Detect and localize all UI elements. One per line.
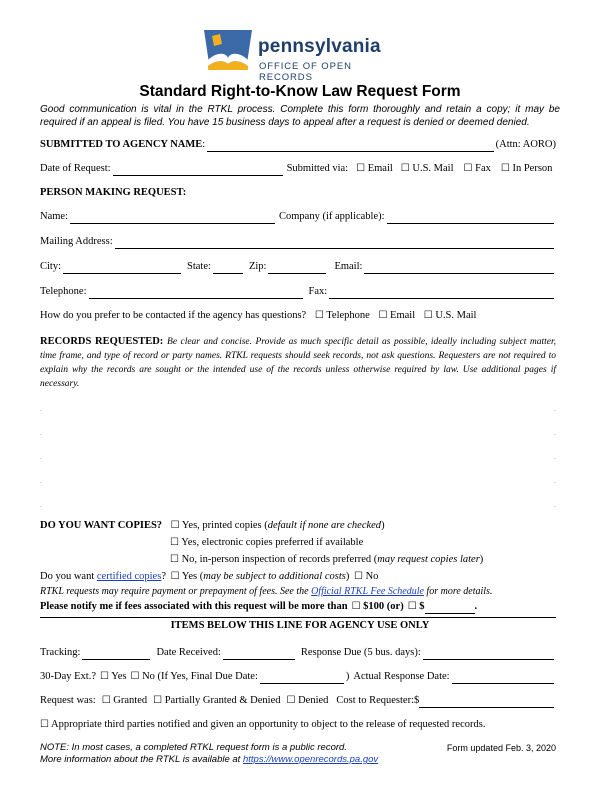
partially-granted-checkbox[interactable]: ☐ Partially Granted & Denied	[153, 695, 281, 706]
city-state-zip-row	[40, 260, 556, 274]
records-requested-heading: RECORDS REQUESTED:	[40, 336, 164, 347]
contact-mail-checkbox[interactable]: ☐ U.S. Mail	[423, 310, 477, 321]
certified-copies-row: Do you want certified copies? ☐ Yes (may be subject to additional costs) ☐ No	[40, 571, 379, 582]
fees-note: RTKL requests may require payment or prepayment of fees. See the Official RTKL Fee Schedule for more details.	[40, 586, 493, 597]
state-label: State:	[187, 261, 211, 272]
company-field[interactable]	[387, 213, 554, 224]
denied-checkbox[interactable]: ☐ Denied	[286, 695, 329, 706]
fee-custom-amount-field[interactable]	[425, 603, 475, 614]
electronic-copies-checkbox[interactable]: ☐ Yes, electronic copies preferred if available	[170, 537, 364, 548]
granted-checkbox[interactable]: ☐ Granted	[101, 695, 148, 706]
final-due-date-field[interactable]	[260, 673, 344, 684]
tracking-row	[40, 646, 556, 660]
email-field[interactable]	[364, 263, 554, 274]
response-due-label: Response Due (5 bus. days):	[300, 647, 421, 658]
intro-text: Good communication is vital in the RTKL process. Complete this form thoroughly and retain a copy; it may be required if an appeal is filed. You have 15 business days to appeal after a request is denied or deemed denied.	[40, 104, 560, 128]
office-of-open-records-logo	[200, 30, 400, 83]
brand-name: pennsylvania	[258, 36, 381, 57]
certified-copies-link[interactable]: certified copies	[96, 571, 162, 582]
openrecords-link[interactable]: https://www.openrecords.pa.gov	[242, 754, 379, 765]
telephone-label: Telephone:	[40, 286, 87, 297]
fee-schedule-link[interactable]: Official RTKL Fee Schedule	[311, 586, 424, 597]
date-of-request-label: Date of Request:	[40, 163, 111, 174]
fee-notify-row: Please notify me if fees associated with this request will be more than ☐ $100 (or) ☐ $ .	[40, 601, 478, 612]
contact-preference-row	[40, 309, 556, 323]
agency-divider	[40, 617, 556, 618]
name-label: Name:	[40, 211, 68, 222]
fax-label: Fax:	[308, 286, 328, 297]
cost-field[interactable]	[419, 697, 554, 708]
fax-field[interactable]	[329, 288, 554, 299]
date-of-request-field[interactable]	[113, 165, 283, 176]
state-field[interactable]	[213, 263, 243, 274]
attn-text: (Attn: AORO)	[495, 139, 556, 150]
form-updated-date: Form updated Feb. 3, 2020	[446, 743, 556, 753]
city-label: City:	[40, 261, 62, 272]
date-received-field[interactable]	[223, 649, 295, 660]
fee-custom-checkbox[interactable]: ☐ $	[407, 601, 425, 612]
copies-row-1	[40, 519, 556, 533]
name-row	[40, 210, 556, 224]
tracking-field[interactable]	[82, 649, 150, 660]
submitted-to-label: SUBMITTED TO AGENCY NAME	[40, 139, 203, 150]
tracking-label: Tracking:	[40, 647, 81, 658]
certified-yes-checkbox[interactable]: ☐ Yes (may be subject to additional costs)	[170, 571, 350, 582]
keystone-book-icon	[200, 30, 256, 80]
footer-more-info: More information about the RTKL is available at https://www.openrecords.pa.gov	[40, 754, 379, 765]
city-field[interactable]	[63, 263, 181, 274]
telephone-field[interactable]	[89, 288, 303, 299]
via-fax-checkbox[interactable]: ☐ Fax	[463, 163, 491, 174]
mailing-address-field[interactable]	[115, 238, 554, 249]
form-title: Standard Right-to-Know Law Request Form	[139, 83, 461, 100]
printed-copies-checkbox[interactable]: ☐ Yes, printed copies (default if none are checked)	[170, 520, 385, 531]
zip-field[interactable]	[268, 263, 326, 274]
certified-no-checkbox[interactable]: ☐ No	[353, 571, 379, 582]
submitted-to-row: SUBMITTED TO AGENCY NAME : (Attn: AORO)	[40, 139, 556, 150]
name-field[interactable]	[70, 213, 275, 224]
email-label: Email:	[334, 261, 363, 272]
outcome-row: Request was: ☐ Granted ☐ Partially Granted & Denied ☐ Denied Cost to Requester: $	[40, 694, 556, 708]
cost-label: Cost to Requester:	[336, 695, 414, 706]
extension-row: 30-Day Ext.? ☐ Yes ☐ No (If Yes, Final Due Date: ) Actual Response Date:	[40, 670, 556, 684]
contact-question: How do you prefer to be contacted if the agency has questions?	[40, 310, 307, 321]
submitted-via-label: Submitted via:	[286, 163, 349, 174]
actual-response-label: Actual Response Date:	[353, 671, 450, 682]
records-requested-description: Be clear and concise. Provide as much specific detail as possible, ideally including subject matter, time frame, and type of record or party names. RTKL requests should seek records, not ask questions. Requesters are not required to explain why the records are sought or the intended use of the records unless otherwise required by law. Use additional pages if necessary.	[40, 337, 557, 389]
mailing-address-row	[40, 235, 556, 249]
zip-label: Zip:	[248, 261, 267, 272]
inspection-checkbox[interactable]: ☐ No, in-person inspection of records preferred (may request copies later)	[170, 554, 484, 565]
footer-note: NOTE: In most cases, a completed RTKL request form is a public record.	[40, 742, 347, 753]
contact-telephone-checkbox[interactable]: ☐ Telephone	[314, 310, 370, 321]
date-of-request-row	[40, 162, 556, 176]
records-requested-area[interactable]: . . . . . . . . . .	[40, 404, 556, 509]
request-was-label: Request was:	[40, 695, 96, 706]
via-mail-checkbox[interactable]: ☐ U.S. Mail	[400, 163, 454, 174]
via-in-person-checkbox[interactable]: ☐ In Person	[500, 163, 553, 174]
mailing-address-label: Mailing Address:	[40, 236, 113, 247]
response-due-field[interactable]	[423, 649, 554, 660]
contact-email-checkbox[interactable]: ☐ Email	[378, 310, 416, 321]
extension-label: 30-Day Ext.?	[40, 671, 96, 682]
person-making-request-heading: PERSON MAKING REQUEST:	[40, 187, 187, 198]
third-parties-checkbox[interactable]: ☐ Appropriate third parties notified and given an opportunity to object to the release of requested records.	[40, 719, 486, 730]
telephone-fax-row	[40, 285, 556, 299]
extension-yes-checkbox[interactable]: ☐ Yes	[99, 671, 127, 682]
agency-name-field[interactable]	[207, 141, 493, 152]
agency-use-heading: ITEMS BELOW THIS LINE FOR AGENCY USE ONLY	[170, 620, 430, 631]
date-received-label: Date Received:	[156, 647, 221, 658]
actual-response-field[interactable]	[452, 673, 554, 684]
fee-100-checkbox[interactable]: ☐ $100 (or)	[351, 601, 404, 612]
records-requested-section	[40, 335, 556, 391]
company-label: Company (if applicable):	[279, 211, 385, 222]
via-email-checkbox[interactable]: ☐ Email	[356, 163, 393, 174]
brand-subtitle: OFFICE OF OPEN RECORDS	[259, 61, 352, 83]
extension-no-checkbox[interactable]: ☐ No (If Yes, Final Due Date:	[130, 671, 258, 682]
copies-heading: DO YOU WANT COPIES?	[40, 520, 163, 531]
